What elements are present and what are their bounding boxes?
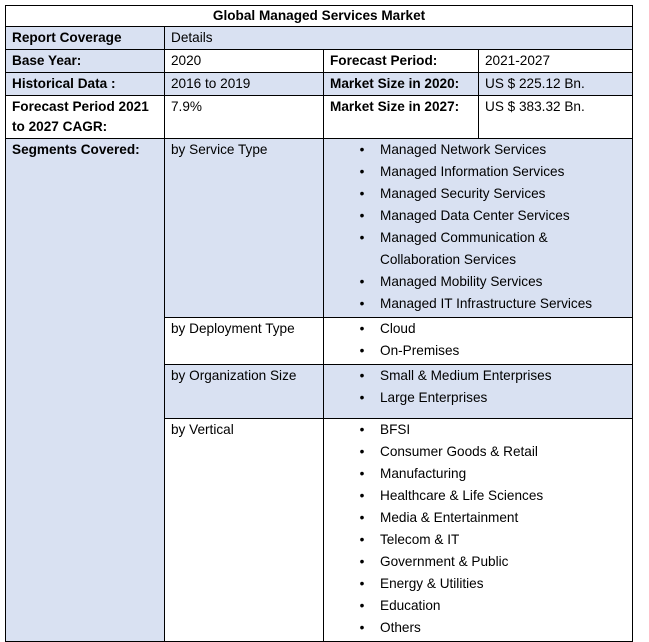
list-item: • Media & Entertainment [330, 507, 626, 529]
bullet-icon: • [359, 532, 365, 547]
historical-data-label: Historical Data : [6, 73, 165, 96]
segment-name: by Vertical [165, 419, 324, 642]
list-item: • Healthcare & Life Sciences [330, 485, 626, 507]
list-item: • Managed Security Services [330, 183, 626, 205]
list-item: • Managed Information Services [330, 161, 626, 183]
base-year-row [6, 50, 633, 73]
market-size-2020-label: Market Size in 2020: [324, 73, 479, 96]
list-item: • Energy & Utilities [330, 573, 626, 595]
bullet-icon: • [359, 343, 365, 358]
bullet-icon: • [359, 390, 365, 405]
list-item: • Managed Data Center Services [330, 205, 626, 227]
market-size-2027-label: Market Size in 2027: [324, 96, 479, 139]
list-item: • Telecom & IT [330, 529, 626, 551]
list-item: • Managed Communication & Collaboration Services [330, 227, 626, 271]
bullet-icon: • [359, 230, 365, 245]
report-coverage-label: Report Coverage [6, 27, 165, 50]
bullet-icon: • [359, 598, 365, 613]
segment-items-organization-size [324, 365, 633, 419]
bullet-icon: • [359, 142, 365, 157]
bullet-list [330, 318, 626, 362]
bullet-icon: • [359, 296, 365, 311]
report-table-container [5, 5, 633, 642]
list-item: • Managed Mobility Services [330, 271, 626, 293]
bullet-icon: • [359, 554, 365, 569]
list-item: • Government & Public [330, 551, 626, 573]
bullet-icon: • [359, 164, 365, 179]
market-report-table [5, 5, 633, 642]
list-item: • Small & Medium Enterprises [330, 365, 626, 387]
bullet-list [330, 365, 626, 409]
list-item: • Consumer Goods & Retail [330, 441, 626, 463]
segments-covered-label: Segments Covered: [6, 139, 165, 642]
historical-row [6, 73, 633, 96]
segment-items-vertical [324, 419, 633, 642]
cagr-value: 7.9% [165, 96, 324, 139]
historical-data-value: 2016 to 2019 [165, 73, 324, 96]
segment-name: by Service Type [165, 139, 324, 318]
table-title: Global Managed Services Market [6, 6, 633, 27]
bullet-icon: • [359, 576, 365, 591]
bullet-icon: • [359, 466, 365, 481]
bullet-icon: • [359, 368, 365, 383]
bullet-icon: • [359, 208, 365, 223]
list-item: • Others [330, 617, 626, 639]
segment-name: by Deployment Type [165, 318, 324, 365]
bullet-icon: • [359, 186, 365, 201]
cagr-row [6, 96, 633, 139]
forecast-period-label: Forecast Period: [324, 50, 479, 73]
market-size-2020-value: US $ 225.12 Bn. [479, 73, 633, 96]
bullet-list [330, 419, 626, 639]
cagr-label: Forecast Period 2021 to 2027 CAGR: [6, 96, 165, 139]
list-item: • Manufacturing [330, 463, 626, 485]
forecast-period-value: 2021-2027 [479, 50, 633, 73]
base-year-value: 2020 [165, 50, 324, 73]
bullet-icon: • [359, 620, 365, 635]
list-item: • Education [330, 595, 626, 617]
segment-name: by Organization Size [165, 365, 324, 419]
bullet-icon: • [359, 444, 365, 459]
bullet-icon: • [359, 321, 365, 336]
header-row [6, 27, 633, 50]
bullet-icon: • [359, 274, 365, 289]
list-item: • Large Enterprises [330, 387, 626, 409]
bullet-list [330, 139, 626, 315]
market-size-2027-value: US $ 383.32 Bn. [479, 96, 633, 139]
list-item: • Managed Network Services [330, 139, 626, 161]
list-item: • On-Premises [330, 340, 626, 362]
list-item: • Managed IT Infrastructure Services [330, 293, 626, 315]
title-row [6, 6, 633, 27]
segment-items-service-type [324, 139, 633, 318]
list-item: • Cloud [330, 318, 626, 340]
details-label: Details [165, 27, 633, 50]
segment-row-service-type [6, 139, 633, 318]
bullet-icon: • [359, 488, 365, 503]
base-year-label: Base Year: [6, 50, 165, 73]
bullet-icon: • [359, 510, 365, 525]
list-item: • BFSI [330, 419, 626, 441]
segment-items-deployment-type [324, 318, 633, 365]
bullet-icon: • [359, 422, 365, 437]
